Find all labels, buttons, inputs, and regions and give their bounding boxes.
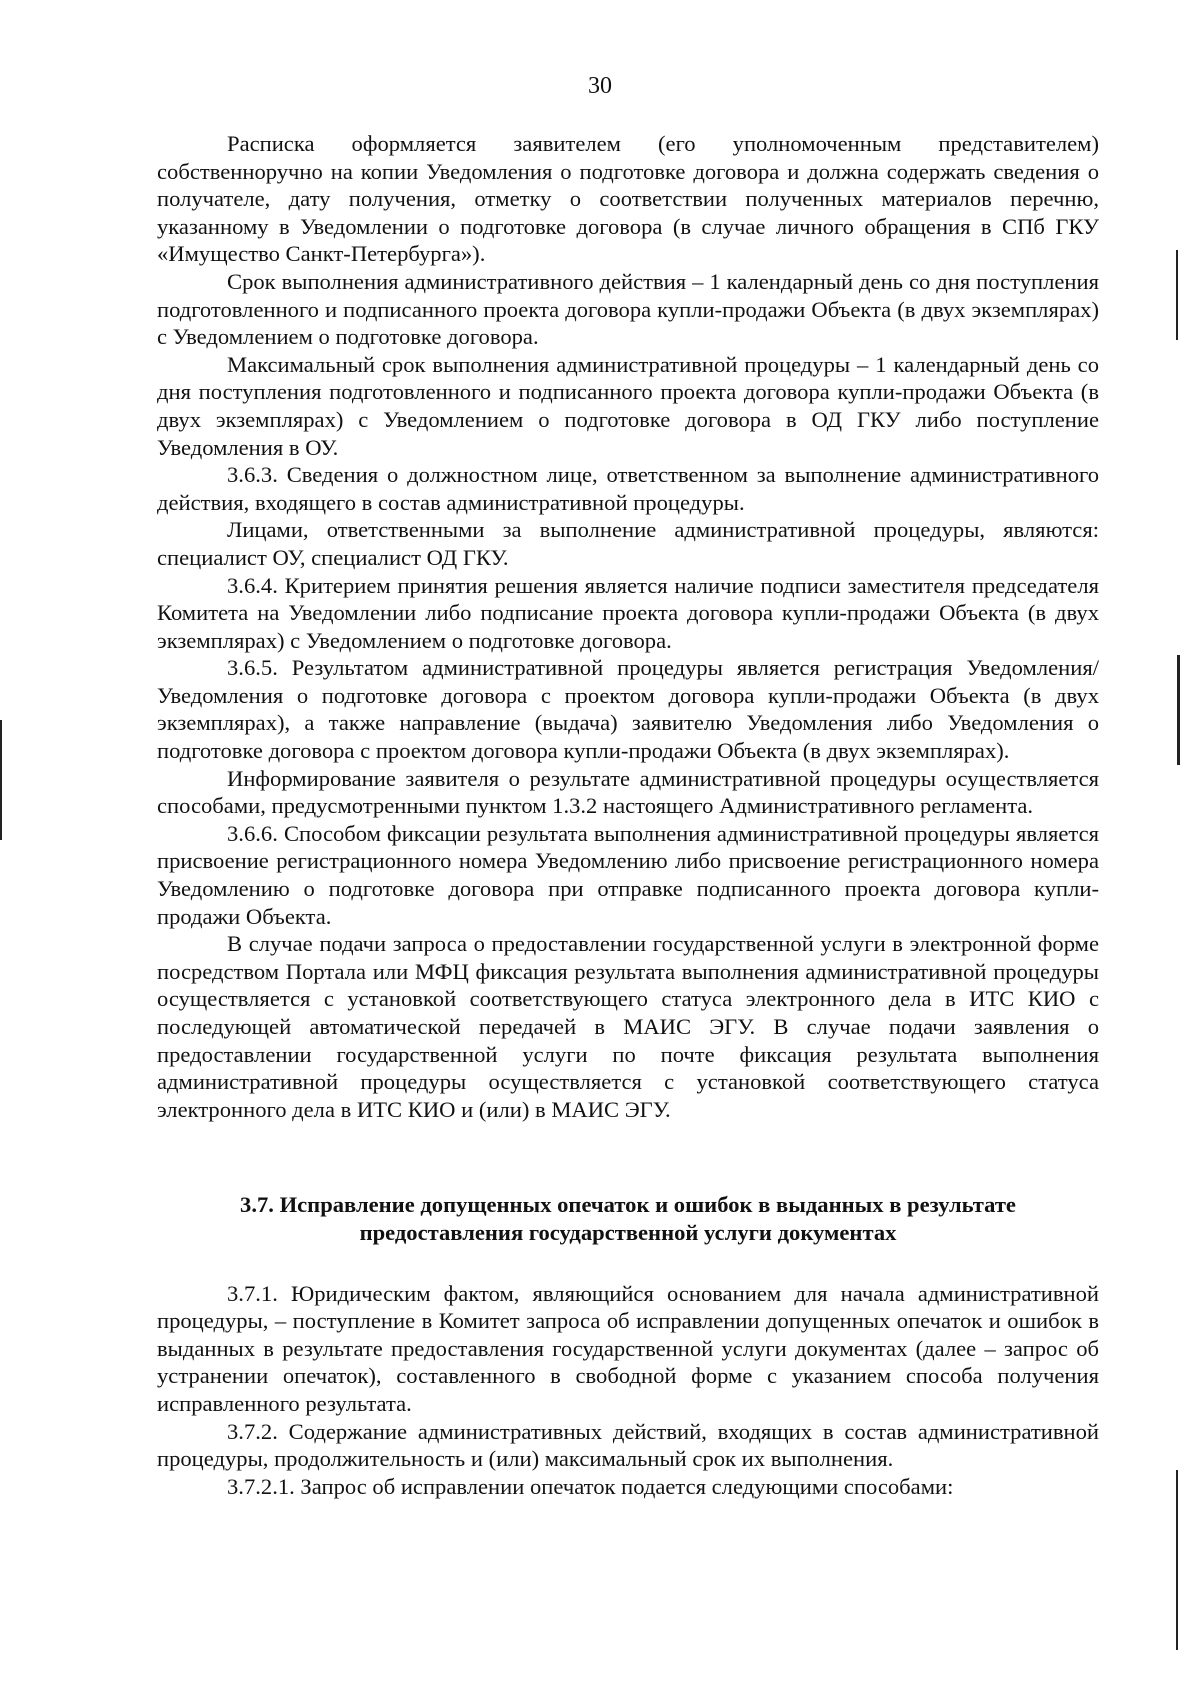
scan-edge-mark bbox=[0, 720, 2, 840]
scan-edge-mark bbox=[1176, 1470, 1178, 1650]
paragraph-action-term: Срок выполнения административного действия – 1 календарный день со дня поступления подготовленного и подписанного проекта договора купли-продажи Объекта (в двух экземплярах) с Уведомлением о подготовке договора. bbox=[157, 268, 1099, 350]
paragraph-3-6-3: 3.6.3. Сведения о должностном лице, ответственном за выполнение административного действия, входящего в состав административной процедуры. bbox=[157, 462, 1099, 515]
paragraph-receipt: Расписка оформляется заявителем (его уполномоченным представителем) собственноручно на копии Уведомления о подготовке договора и должна содержать сведения о получателе, дату получения, отметку о соответствии полученных материалов перечню, указанному в Уведомлении о подготовке договора (в случае личного обращения в СПб ГКУ «Имущество Санкт-Петербурга»). bbox=[157, 131, 1099, 267]
document-body bbox=[157, 130, 1099, 1500]
paragraph-3-6-6: 3.6.6. Способом фиксации результата выполнения административной процедуры является присвоение регистрационного номера Уведомлению либо присвоение регистрационного номера Уведомлению о подготовке договора при отправке подписанного проекта договора купли-продажи Объекта. bbox=[157, 820, 1099, 929]
page-number: 30 bbox=[588, 73, 612, 99]
paragraph-3-7-1: 3.7.1. Юридическим фактом, являющийся основанием для начала административной процедуры, – поступление в Комитет запроса об исправлении допущенных опечаток и ошибок в выданных в результате предоставления государственной услуги документах (далее – запрос об устранении опечаток), составленного в свободной форме с указанием способа получения исправленного результата. bbox=[157, 1280, 1099, 1416]
paragraph-3-6-4: 3.6.4. Критерием принятия решения является наличие подписи заместителя председателя Комитета на Уведомлении либо подписание проекта договора купли-продажи Объекта (в двух экземплярах) с Уведомлением о подготовке договора. bbox=[157, 572, 1099, 653]
paragraph-3-7-2-1: 3.7.2.1. Запрос об исправлении опечаток подается следующими способами: bbox=[227, 1473, 954, 1499]
paragraph-responsible-persons: Лицами, ответственными за выполнение административной процедуры, являются: специалист ОУ, специалист ОД ГКУ. bbox=[157, 517, 1099, 570]
paragraph-informing: Информирование заявителя о результате административной процедуры осуществляется способами, предусмотренными пунктом 1.3.2 настоящего Административного регламента. bbox=[157, 765, 1099, 819]
scan-edge-mark bbox=[1177, 655, 1180, 765]
paragraph-3-6-5: 3.6.5. Результатом административной процедуры является регистрация Уведомления/Уведомления о подготовке договора с проектом договора купли-продажи Объекта (в двух экземплярах), а также направление (выдача) заявителю Уведомления либо Уведомления о подготовке договора с проектом договора купли-продажи Объекта (в двух экземплярах). bbox=[157, 655, 1099, 764]
paragraph-electronic-submission: В случае подачи запроса о предоставлении государственной услуги в электронной форме посредством Портала или МФЦ фиксация результата выполнения административной процедуры осуществляется с установкой соответствующего статуса электронного дела в ИТС КИО с последующей автоматической передачей в МАИС ЭГУ. В случае подачи заявления о предоставлении государственной услуги по почте фиксация результата выполнения административной процедуры осуществляется с установкой соответствующего статуса электронного дела в ИТС КИО и (или) в МАИС ЭГУ. bbox=[157, 931, 1099, 1122]
section-heading-3-7: 3.7. Исправление допущенных опечаток и ошибок в выданных в результате предоставления государственной услуги документах bbox=[240, 1192, 1016, 1245]
scan-edge-mark bbox=[1176, 250, 1178, 340]
paragraph-3-7-2: 3.7.2. Содержание административных действий, входящих в состав административной процедуры, продолжительность и (или) максимальный срок их выполнения. bbox=[157, 1418, 1099, 1472]
paragraph-max-term: Максимальный срок выполнения административной процедуры – 1 календарный день со дня поступления подготовленного и подписанного проекта договора купли-продажи Объекта (в двух экземплярах) с Уведомлением о подготовке договора в ОД ГКУ либо поступление Уведомления в ОУ. bbox=[157, 351, 1099, 460]
